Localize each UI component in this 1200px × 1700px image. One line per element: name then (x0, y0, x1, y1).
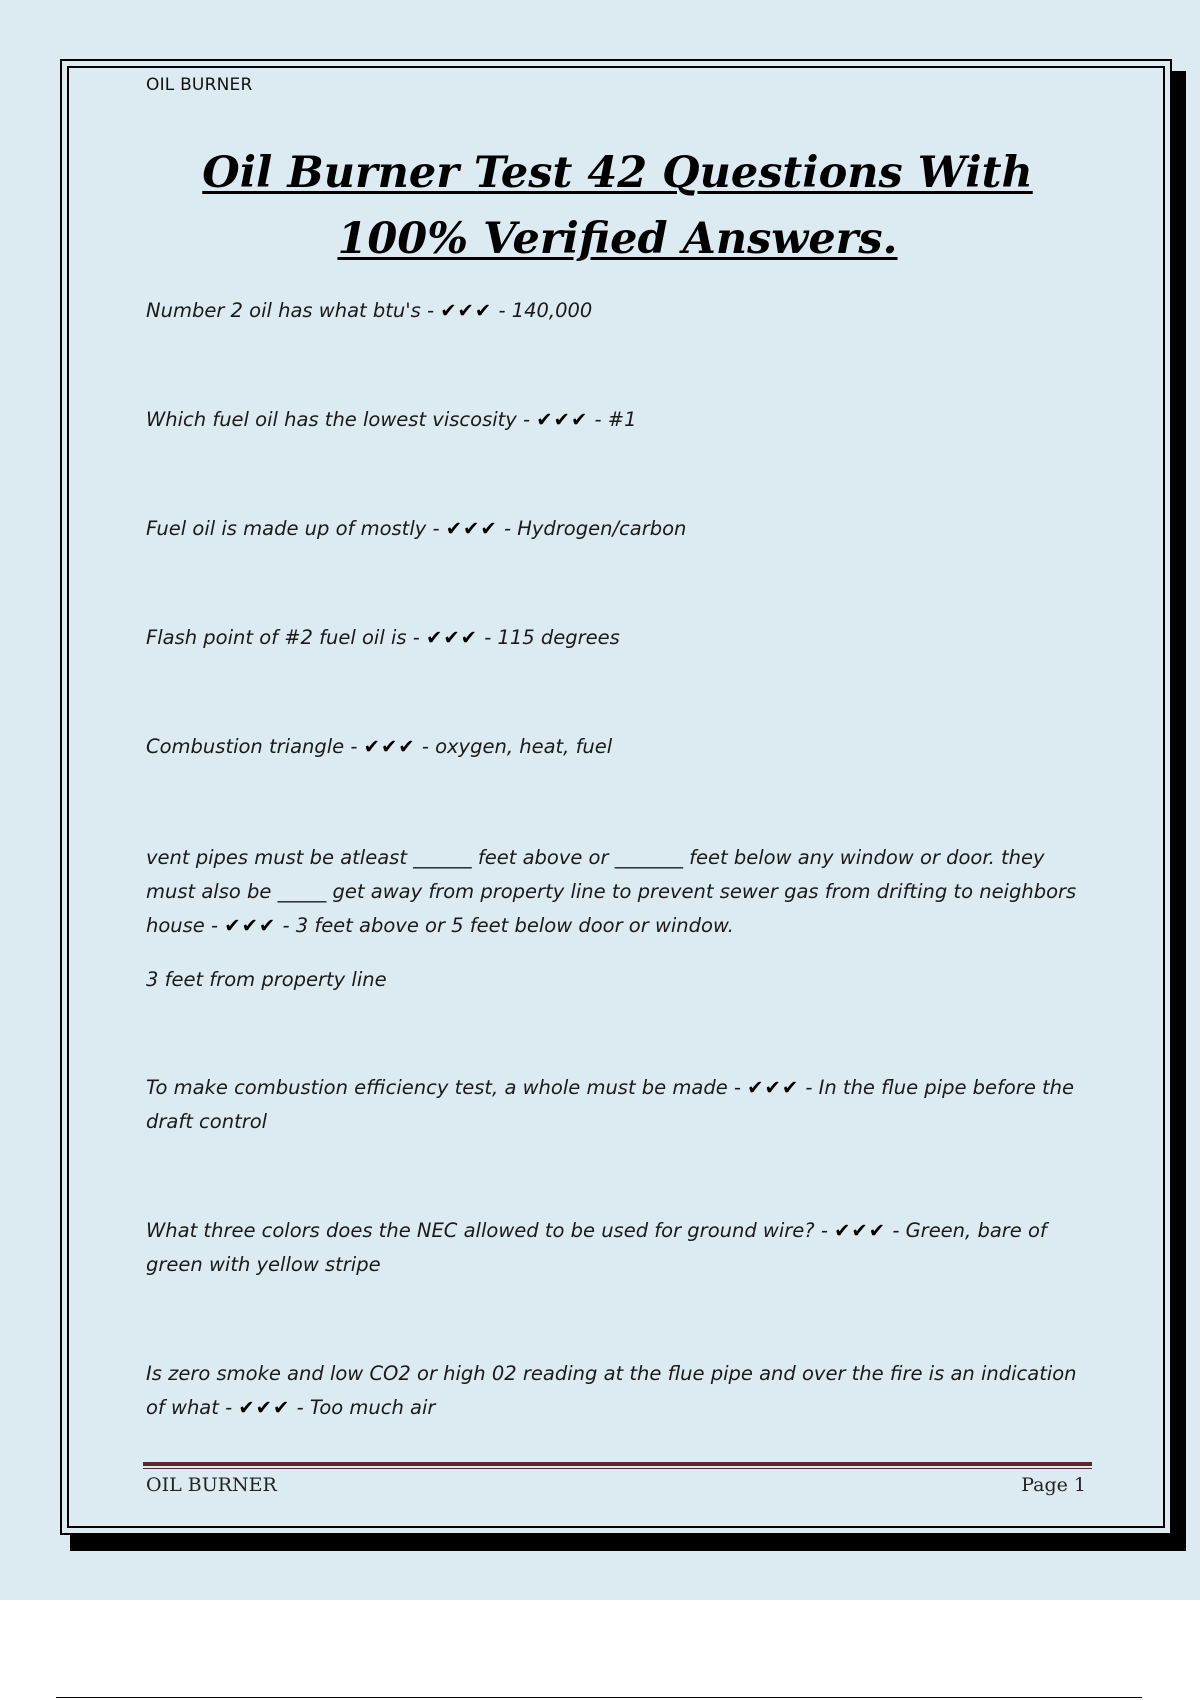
question-text: What three colors does the NEC allowed to be used for ground wire? (146, 1219, 815, 1242)
separator: - (886, 1219, 906, 1242)
answer-text: Too much air (309, 1396, 436, 1419)
question-text: Number 2 oil has what btu's (146, 299, 421, 322)
separator: - (344, 735, 364, 758)
answer-text: 140,000 (511, 299, 593, 322)
qa-item (146, 1071, 1096, 1139)
separator: - (799, 1076, 819, 1099)
document-title: Oil Burner Test 42 Questions With 100% Verified Answers. (202, 148, 1033, 264)
answer-text: 3 feet from property line (146, 968, 387, 991)
qa-item (146, 730, 1096, 764)
question-text: Flash point of #2 fuel oil is (146, 626, 407, 649)
checkmark-icon: ✔✔✔ (834, 1219, 887, 1242)
checkmark-icon: ✔✔✔ (238, 1396, 291, 1419)
separator: - (426, 517, 446, 540)
qa-item (146, 621, 1096, 655)
qa-item (146, 512, 1096, 546)
separator: - (290, 1396, 310, 1419)
footer-label: OIL BURNER (146, 1474, 277, 1496)
question-text: Combustion triangle (146, 735, 345, 758)
checkmark-icon: ✔✔✔ (747, 1076, 800, 1099)
checkmark-icon: ✔✔✔ (445, 517, 498, 540)
answer-text: Hydrogen/carbon (517, 517, 687, 540)
qa-item (146, 403, 1096, 437)
qa-item (146, 841, 1096, 943)
separator: - (588, 408, 608, 431)
page-number: Page 1 (1021, 1474, 1086, 1496)
separator: - (218, 1396, 239, 1419)
page-border-inner (67, 66, 1165, 1528)
question-text: To make combustion efficiency test, a whole must be made (146, 1076, 728, 1099)
separator: - (727, 1076, 748, 1099)
question-text: vent pipes must be atleast ______ feet above or _______ feet below any window or door. they must also be _____ get away from property line to prevent sewer gas from drifting to neighbors house (146, 846, 1083, 937)
answer-text: #1 (607, 408, 637, 431)
checkmark-icon: ✔✔✔ (536, 408, 589, 431)
checkmark-icon: ✔✔✔ (224, 914, 277, 937)
qa-item (146, 1214, 1096, 1282)
separator: - (497, 517, 518, 540)
separator: - (516, 408, 537, 431)
question-text: Which fuel oil has the lowest viscosity (146, 408, 517, 431)
separator: - (492, 299, 512, 322)
answer-text: oxygen, heat, fuel (435, 735, 613, 758)
answer-text: 3 feet above or 5 feet below door or window. (295, 914, 734, 937)
checkmark-icon: ✔✔✔ (363, 735, 416, 758)
question-text: Fuel oil is made up of mostly (146, 517, 427, 540)
qa-item (146, 294, 1096, 328)
answer-text: In the flue pipe before the draft control (146, 1076, 1081, 1133)
header-label: OIL BURNER (146, 75, 253, 95)
separator: - (415, 735, 436, 758)
separator: - (406, 626, 426, 649)
separator: - (276, 914, 296, 937)
checkmark-icon: ✔✔✔ (440, 299, 493, 322)
separator: - (814, 1219, 835, 1242)
separator: - (204, 914, 225, 937)
qa-item (146, 1357, 1096, 1425)
next-page-rule (56, 1697, 1142, 1698)
checkmark-icon: ✔✔✔ (425, 626, 479, 649)
answer-text: Green, bare of green with yellow stripe (146, 1219, 1053, 1276)
footer-rule (143, 1462, 1092, 1466)
separator: - (420, 299, 441, 322)
separator: - (478, 626, 498, 649)
footer-rule-thin (143, 1468, 1092, 1469)
question-text: Is zero smoke and low CO2 or high 02 reading at the flue pipe and over the fire is an indication of what (146, 1362, 1083, 1419)
qa-answer-continuation (146, 963, 1096, 997)
answer-text: 115 degrees (497, 626, 620, 649)
